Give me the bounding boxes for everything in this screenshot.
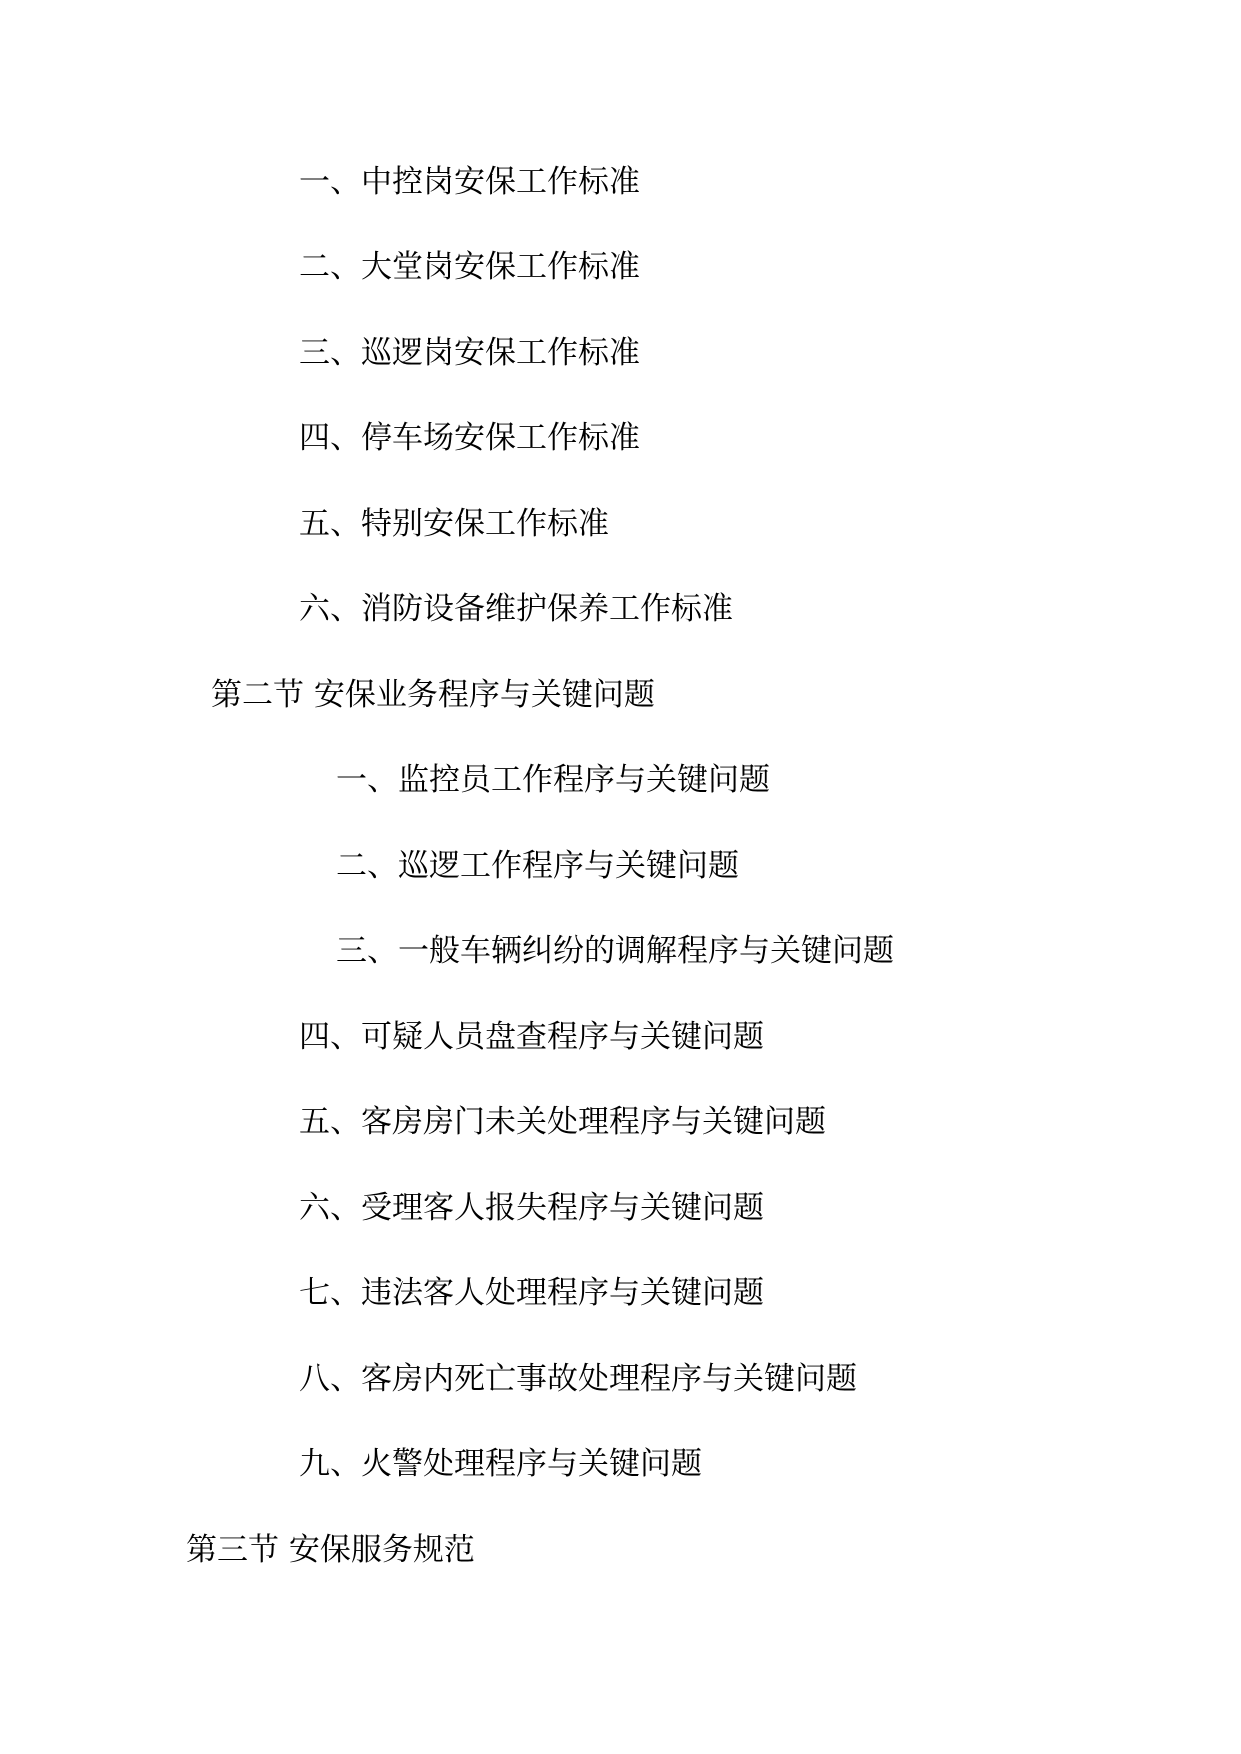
toc-item: 六、消防设备维护保养工作标准	[299, 591, 733, 627]
toc-item: 一、中控岗安保工作标准	[299, 164, 640, 200]
section-heading: 第三节 安保服务规范	[186, 1532, 475, 1568]
toc-item: 一、监控员工作程序与关键问题	[336, 762, 770, 798]
toc-item: 九、火警处理程序与关键问题	[299, 1446, 702, 1482]
toc-item: 三、巡逻岗安保工作标准	[299, 335, 640, 371]
section-heading: 第二节 安保业务程序与关键问题	[211, 677, 655, 713]
toc-item: 八、客房内死亡事故处理程序与关键问题	[299, 1361, 857, 1397]
toc-item: 三、一般车辆纠纷的调解程序与关键问题	[336, 933, 894, 969]
toc-item: 六、受理客人报失程序与关键问题	[299, 1190, 764, 1226]
toc-item: 五、特别安保工作标准	[299, 506, 609, 542]
toc-item: 二、大堂岗安保工作标准	[299, 249, 640, 285]
toc-item: 五、客房房门未关处理程序与关键问题	[299, 1104, 826, 1140]
toc-item: 七、违法客人处理程序与关键问题	[299, 1275, 764, 1311]
toc-item: 四、可疑人员盘查程序与关键问题	[299, 1019, 764, 1055]
toc-item: 四、停车场安保工作标准	[299, 420, 640, 456]
toc-item: 二、巡逻工作程序与关键问题	[336, 848, 739, 884]
